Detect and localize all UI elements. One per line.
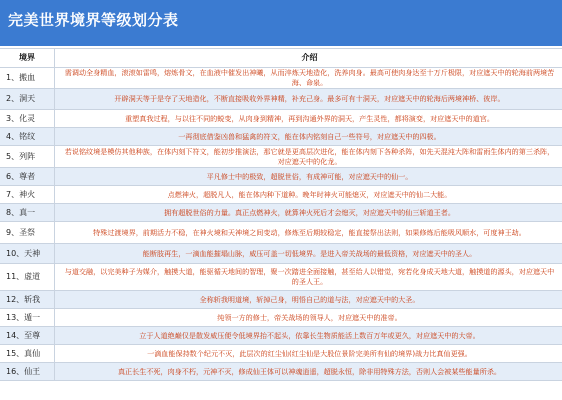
level-cell: 11、虚道 [0,264,55,290]
level-cell: 16、仙王 [0,363,55,380]
table-row [0,309,562,327]
table-row [0,204,562,222]
level-cell: 5、列阵 [0,146,55,167]
level-cell: 12、斩我 [0,291,55,308]
desc-cell: 开辟洞天等于是夺了天地造化，不断直接吸收外界神精，补充己身。最多可有十洞天，对应遮天中的轮海后两境神桥、彼岸。 [114,94,505,103]
table-row [0,363,562,381]
desc-cell: 需调动全身精血，滚滚如雷鸣，熔炼骨文，在血液中催发出神曦，从而淬炼天地造化，洗养肉身。最高可使肉身达至十万斤极限，对应遮天中的轮海前两境苦海、命泉。 [64,68,555,87]
desc-cell: 立于人道绝巅仅是散发威压便令低境界抬不起头，依靠长生物质能活上数百万年或更久，对应遮天中的大帝。 [139,330,480,340]
level-cell: 1、搬血 [0,68,55,88]
table-row [0,146,562,168]
level-cell: 7、神火 [0,186,55,203]
table-row [0,264,562,291]
desc-cell: 拥有超脱世俗的力量。真正点燃神火，就算神火死后才会熄灭，对应遮天中的仙三斩道王者。 [164,207,455,217]
level-cell: 13、遁一 [0,309,55,326]
table-row [0,168,562,186]
desc-cell: 平凡修士中的极致，超脱世俗，有成神可能，对应遮天中的仙一。 [206,171,413,181]
table-row [0,186,562,204]
level-cell: 2、洞天 [0,89,55,109]
table-row [0,291,562,309]
table-row [0,244,562,264]
header-desc: 介绍 [301,53,318,62]
table-row [0,89,562,110]
table-row [0,68,562,89]
title-banner [0,0,562,46]
desc-cell: 特殊过渡境界，前期活力不稳，在神火境和天神境之间变动，修炼至后期较稳定，能直接祭出法则，如果修炼后能吸风顺水，可度神王劫。 [93,227,526,237]
level-cell: 14、至尊 [0,327,55,344]
desc-cell: 能断肢再生，一滴血能摧塌山脉，威压可盖一切低境界。是进入帝关战场的最低资格，对应遮天中的圣人。 [142,248,477,258]
desc-cell: 重塑真我过程，与以往不同的蜕变，从肉身到精神，再到沟通外界的洞天，产生灵性，都将演变，对应遮天中的道宫。 [125,113,494,123]
desc-cell: 真正长生不死，肉身不朽，元神不灭，修成仙王体可以神魂逍遥，超脱永恒，除非用特殊方法，否则人会被某些能量所杀。 [117,366,502,376]
desc-cell: 点燃神火，超脱凡人，能在体内种下道种。晚年时神火可能熄灭，对应遮天中的仙二大能。 [167,189,452,199]
desc-cell: 一再彻底借鉴凶兽和猛禽的符文，能在体内铭刻自己一些符号，对应遮天中的四极。 [178,131,441,141]
table-row [0,327,562,345]
table-header-row [0,49,562,68]
desc-cell: 与道交融，以完美种子为媒介，触摸大道，能驱循天地间的智理，聚一次踏进全面接触，甚至给人以错觉，宛若化身成天地大道，触摸道的源头，对应遮天中的圣人王。 [64,267,555,286]
level-cell: 8、真一 [0,204,55,221]
table-row [0,222,562,244]
level-cell: 15、真仙 [0,345,55,362]
realm-table [0,48,562,381]
desc-cell: 若说铭纹境是模仿其他种族，在体内刻下符文，能初步推演法，那它就是更高层次进化，能在体内刻下各种杀阵，如先天混沌大阵和雷雨生体内的第三杀阵，对应遮天中的化龙。 [64,146,555,166]
level-cell: 9、圣祭 [0,222,55,243]
table-row [0,110,562,128]
level-cell: 6、尊者 [0,168,55,185]
header-level: 境界 [0,49,55,67]
table-row [0,345,562,363]
page-title: 完美世界境界等级划分表 [8,11,179,29]
desc-cell: 一滴血能保持数个纪元不灭，此层次的红尘仙(红尘仙是大股位景阶完美所有仙的境界)战力比真仙更强。 [147,348,472,358]
level-cell: 10、天神 [0,244,55,263]
desc-cell: 全称斩我明道境，斩掉己身，明悟自己的道与法，对应遮天中的大圣。 [199,294,420,304]
level-cell: 4、铭纹 [0,128,55,145]
desc-cell: 纯领一方的修士，帝关战场的领导人，对应遮天中的准帝。 [217,312,402,322]
level-cell: 3、化灵 [0,110,55,127]
table-row [0,128,562,146]
